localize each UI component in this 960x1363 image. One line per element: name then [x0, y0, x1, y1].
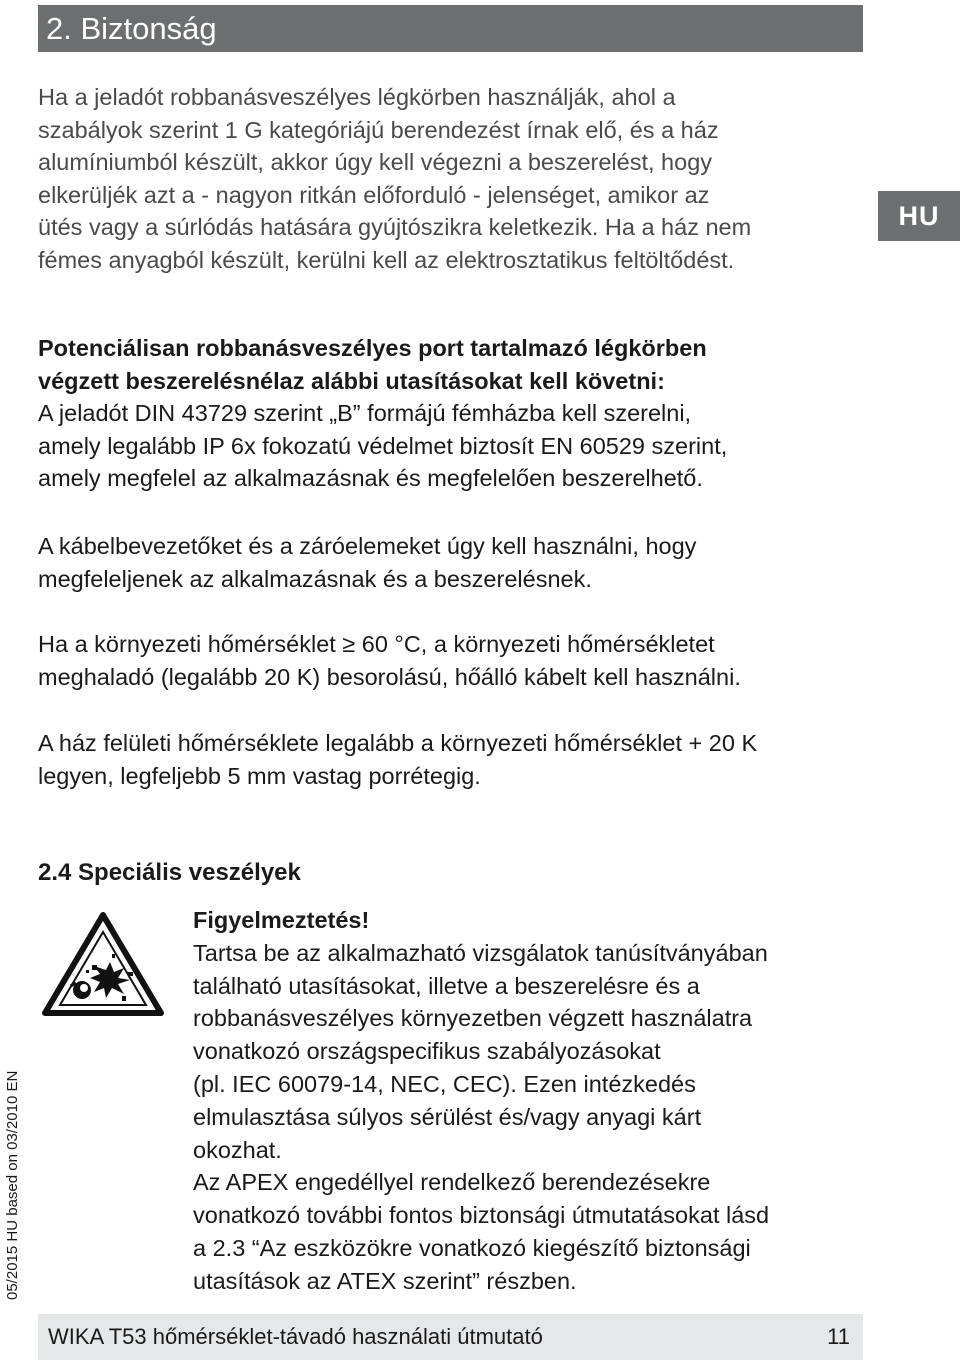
- warning-block: [193, 904, 769, 1298]
- bold-line: Potenciálisan robbanásveszélyes port tartalmazó légkörben: [38, 335, 707, 361]
- text-line: Az APEX engedéllyel rendelkező berendezésekre: [193, 1169, 711, 1196]
- text-line: elmulasztása súlyos sérülést és/vagy anyagi kárt: [193, 1103, 702, 1130]
- text-line: amely legalább IP 6x fokozatú védelmet biztosít EN 60529 szerint,: [38, 432, 728, 459]
- page-number: 11: [827, 1324, 850, 1349]
- text-line: A kábelbevezetőket és a záróelemeket úgy kell használni, hogy: [38, 533, 697, 559]
- text-line: A ház felületi hőmérséklete legalább a környezeti hőmérséklet + 20 K: [38, 730, 758, 756]
- text-line: vonatkozó további fontos biztonsági útmutatásokat lásd: [193, 1202, 770, 1229]
- text-line: fémes anyagból készült, kerülni kell az elektrosztatikus feltöltődést.: [38, 246, 735, 273]
- footer-title: WIKA T53 hőmérséklet-távadó használati útmutató: [48, 1324, 543, 1349]
- explosion-warning-icon: [40, 910, 166, 1018]
- cable-entries-paragraph: [38, 530, 696, 595]
- text-line: Ha a jeladót robbanásveszélyes légkörben használják, ahol a: [38, 84, 676, 110]
- surface-temperature-paragraph: [38, 727, 757, 792]
- text-line: robbanásveszélyes környezetben végzett használatra: [193, 1005, 753, 1032]
- installation-paragraph: [38, 332, 727, 495]
- text-line: elkerüljék azt a - nagyon ritkán előforduló - jelenséget, amikor az: [38, 181, 710, 208]
- text-line: (pl. IEC 60079-14, NEC, CEC). Ezen intézkedés: [193, 1070, 696, 1097]
- language-badge: HU: [878, 191, 960, 241]
- section-title: 2. Biztonság: [46, 11, 217, 46]
- text-line: okozhat.: [193, 1136, 282, 1163]
- warning-title: Figyelmeztetés!: [193, 907, 370, 933]
- text-line: alumíniumból készült, akkor úgy kell végezni a beszerelést, hogy: [38, 149, 713, 175]
- text-line: a 2.3 “Az eszközökre vonatkozó kiegészítő biztonsági: [193, 1234, 751, 1261]
- text-line: ütés vagy a súrlódás hatására gyújtószikra keletkezik. Ha a ház nem: [38, 214, 752, 240]
- bold-line: végzett beszerelésnélaz alábbi utasításokat kell követni:: [38, 367, 665, 394]
- document-version-note: 05/2015 HU based on 03/2010 EN: [4, 1070, 21, 1300]
- text-line: található utasításokat, illetve a beszerelésre és a: [193, 972, 700, 999]
- text-line: vonatkozó országspecifikus szabályozásokat: [193, 1038, 661, 1065]
- text-line: szabályok szerint 1 G kategóriájú berendezést írnak elő, és a ház: [38, 116, 719, 143]
- text-line: meghaladó (legalább 20 K) besorolású, hőálló kábelt kell használni.: [38, 663, 741, 690]
- temperature-paragraph: [38, 628, 741, 693]
- text-line: megfeleljenek az alkalmazásnak és a beszerelésnek.: [38, 565, 592, 592]
- text-line: Ha a környezeti hőmérséklet ≥ 60 °C, a környezeti hőmérsékletet: [38, 631, 715, 657]
- text-line: Tartsa be az alkalmazható vizsgálatok tanúsítványában: [193, 939, 768, 966]
- text-line: legyen, legfeljebb 5 mm vastag porrétegig.: [38, 762, 481, 789]
- special-hazards-heading: 2.4 Speciális veszélyek: [38, 859, 301, 886]
- text-line: utasítások az ATEX szerint” részben.: [193, 1267, 577, 1294]
- text-line: A jeladót DIN 43729 szerint „B” formájú fémházba kell szerelni,: [38, 400, 692, 426]
- intro-paragraph: [38, 81, 751, 276]
- text-line: amely megfelel az alkalmazásnak és megfelelően beszerelhető.: [38, 465, 703, 491]
